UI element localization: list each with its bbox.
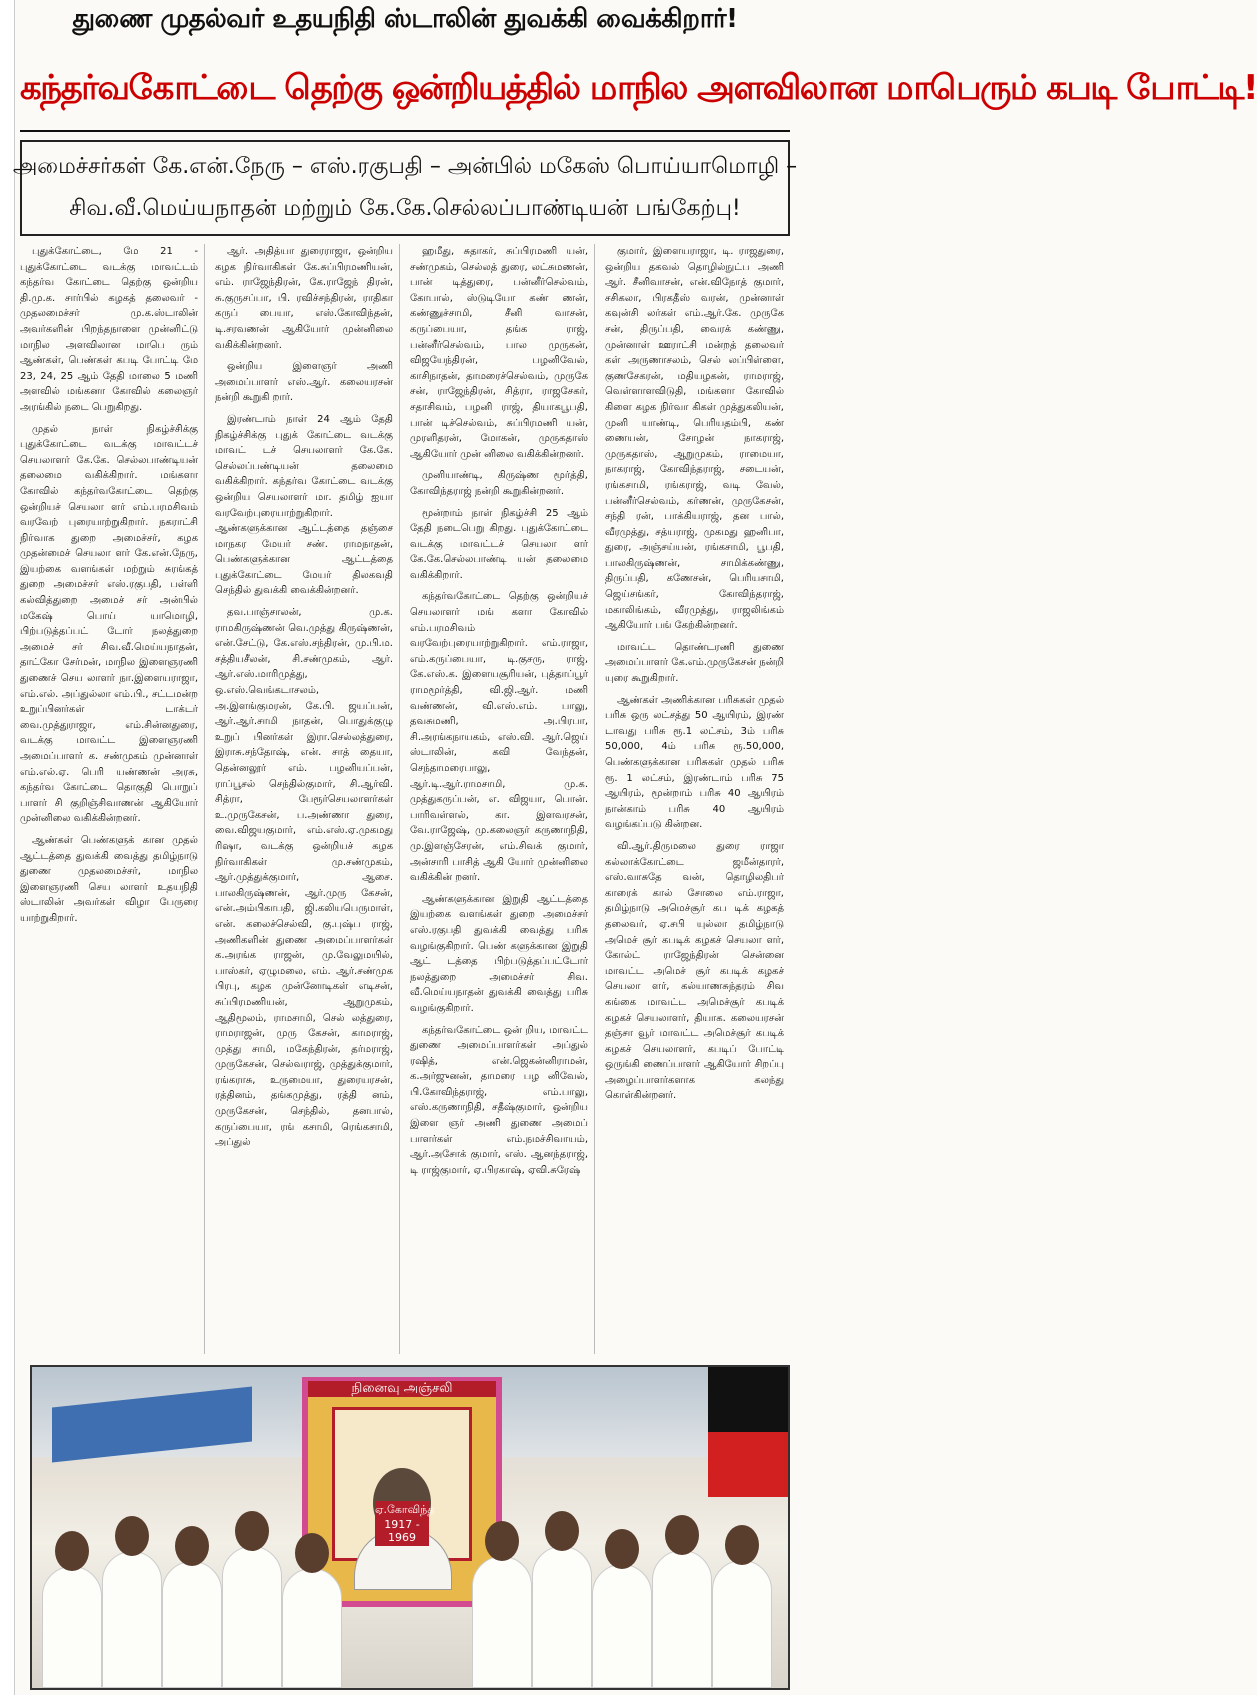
paragraph: ஆண்கள் அணிக்கான பரிசுகள் முதல் பரிசு ஒரு லட்சத்து 50 ஆயிரம், இரண் டாவது பரிசு ரூ.1 லட்சம், 3ம் பரிசு 50,000, 4ம் பரிசு ரூ.50,000, பெண்களுக்கான பரிசுகள் முதல் பரிசு ரூ. 1 லட்சம், இரண்டாம் பரிசு 75 ஆயிரம், மூன்றாம் பரிசு 40 ஆயிரம் நான்காம் பரிசு 40 ஆயிரம் வழங்கப்படு கின்றன. (605, 694, 784, 831)
person-figure (532, 1546, 592, 1688)
paragraph: கந்தர்வகோட்டை ஒன் றிய, மாவட்ட துணை அமைப்பாளர்கள் அப்துல் ரஷித், என்.ஜெகன்னிராமன், க.அர்ஜுனன், தாமரை பழ னிவேல், பி.கோவிந்தராஜ், எம்.பாலு, எஸ்.கருணாநிதி, சதீஷ்குமார், ஒன்றிய இளை ஞர் அணி துணை அமைப் பாளர்கள் எம்.நமச்சிவாயம், ஆர்.அசோக் குமார், எஸ். ஆனந்தராஜ், டி ராஜ்குமார், ஏ.பிரகாஷ், ஏவி.சுரேஷ் (410, 1024, 588, 1176)
deck-line-1: அமைச்சர்கள் கே.என்.நேரு – எஸ்.ரகுபதி – அன்பில் மகேஸ் பொய்யாமொழி – (12, 154, 798, 179)
person-figure (102, 1551, 162, 1688)
column-4 (605, 244, 790, 1354)
paragraph: ஆர். அதித்யா துரைராஜா, ஒன்றிய கழக நிர்வாகிகள் கே.சுப்பிரமணியன், எம். ராஜேந்திரன், கே.ராஜேந் திரன், சு.குருசப்பா, பி. ரவிச்சந்திரன், ராதிகா கருப் பையா, எஸ்.கோவிந்தன், டி.சரவணன் ஆகியோர் முன்னிலை வகிக்கின்றனர். (215, 246, 393, 351)
event-photo (30, 1365, 790, 1690)
paragraph: ஒன்றிய இளைஞர் அணி அமைப்பாளர் எஸ்.ஆர். கலையரசன் நன்றி கூறுகி றார். (215, 361, 393, 404)
deck-box (12, 140, 798, 236)
person-figure (712, 1560, 772, 1688)
paragraph: முனியாண்டி, கிருஷ்ண மூர்த்தி, கோவிந்தராஜ் நன்றி கூறுகின்றனர். (410, 470, 588, 497)
paragraph: ஆண்கள் பெண்களுக் கான முதல் ஆட்டத்தை துவக்கி வைத்து தமிழ்நாடு துணை முதலமைச்சர், மாநில இளைஞரணி செய லாளர் உதயநிதி ஸ்டாலின் அவர்கள் விழா பேருரை யாற்றுகிறார். (20, 834, 198, 924)
column-2 (215, 244, 400, 1354)
person-figure (592, 1564, 652, 1688)
paragraph: ஹமீது, சுதாகர், சுப்பிரமணி யன், சண்முகம், செல்லத் துரை, லட்சுமணன், பான் டித்துரை, பன்னீர்செல்வம், கோபால், ஸ்டுடியோ கண் ணன், கண்ணுச்சாமி, சீனி வாசன், கருப்பையா, தங்க ராஜ், பன்னீர்செல்வம், பால முருகன், விஜயேந்திரன், பழனிவேல், காசிநாதன், தாமரைச்செல்வம், முருகே சன், ராஜேந்திரன், சித்ரா, ராஜசேகர், சதாசிவம், பழனி ராஜ், தியாகபூபதி, பான் டிச்செல்வம், சுப்பிரமணி யன், முரளிதரன், மோகன், முருகதாஸ் ஆகியோர் முன் னிலை வகிக்கின்றனர். (410, 246, 588, 460)
paragraph: மூன்றாம் நாள் நிகழ்ச்சி 25 ஆம் தேதி நடைபெறு கிறது. புதுக்கோட்டை வடக்கு மாவட்டச் செயலா ளர் கே.கே.செல்லபாண்டி யன் தலைமை வகிக்கிறார். (410, 507, 588, 581)
portrait-years: 1917 - 1969 (384, 1518, 420, 1544)
paragraph: தவ.பாஞ்சாலன், மு.க. ராமகிருஷ்ணன் வெ.முத்து கிருஷ்ணன், என்.சேட்டு, கே.எஸ்.சந்திரன், மு.பி.ம. சத்தியசீலன், சி.சண்முகம், ஆர். ஆர்.எஸ்.மாரிமுத்து, ஒ.எஸ்.வெங்கடாசலம், அ.இளங்குமரன், கே.பி. ஜயப்பன், ஆர்.ஆர்.சாமி நாதன், பொதுக்குழு உறுப் பினர்கள் இரா.செல்லத்துரை, இராசு.சந்தோஷ், என். சாத் தையா, தென்னலூர் எம். பழனியப்பன், ராப்பூசல் செந்தில்குமார், சி.ஆர்வி. சித்ரா, பேரூர்செயலாளர்கள் உ.முருகேசன், ப.அண்ணா துரை, வை.விஜயகுமார், எம்.எஸ்.ஏ.முகமது ரிஷா, வடக்கு ஒன்றியச் கழக நிர்வாகிகள் மு.சண்முகம், ஆர்.முத்துக்குமார், ஆசை. பாலகிருஷ்ணன், ஆர்.முரு கேசன், என்.அம்பிகாபதி, ஜி.கலியபெருமாள், என். கலைச்செல்வி, கு.புஷ்ப ராஜ், அணிகளின் துணை அமைப்பாளர்கள் க.அரங்க ராஜன், மு.வேலுமயில், பாஸ்கர், ஏழுமலை, எம். ஆர்.சண்முக பிரபு, கழக முன்னோடிகள் எடிசன், சுப்பிரமணியன், ஆறுமுகம், ஆதிமூலம், ராமசாமி, செல் லத்துரை, ராமராஜன், முரு கேசன், காமராஜ், முத்து சாமி, மகேந்திரன், தர்மராஜ், முருகேசன், செல்வராஜ், முத்துக்குமார், ரங்கராசு, உருமையா, துரையரசன், ரத்தினம், தங்கமுத்து, ரத்தி னம், முருகேசன், செந்தில், தனபால், கருப்பையா, ரங் கசாமி, ரெங்கசாமி, அப்துல் (215, 607, 393, 1149)
paragraph: இரண்டாம் நாள் 24 ஆம் தேதி நிகழ்ச்சிக்கு புதுக் கோட்டை வடக்கு மாவட் டச் செயலாளர் கே.கே. செல்லப்பண்டியன் தலைமை வகிக்கிறார். கந்தர்வ கோட்டை வடக்கு ஒன்றிய செயலாளர் மா. தமிழ் ஐயா வரவேற்புரையாற்றுகிறார். ஆண்களுக்கான ஆட்டத்தை தஞ்சை மாநகர மேயர் சண். ராமநாதன், பெண்களுக்கான ஆட்டத்தை புதுக்கோட்டை மேயர் திலகவதி செந்தில் துவக்கி வைக்கின்றனர். (215, 413, 393, 597)
person-figure (472, 1556, 532, 1688)
person-figure (42, 1566, 102, 1688)
crowd-group (32, 1518, 788, 1688)
kicker-headline: துணை முதல்வர் உதயநிதி ஸ்டாலின் துவக்கி வைக்கிறார்! (72, 4, 738, 34)
column-3 (410, 244, 595, 1354)
adjacent-column-strip (0, 0, 15, 1695)
paragraph: புதுக்கோட்டை, மே 21 - புதுக்கோட்டை வடக்கு மாவட்டம் கந்தர்வ கோட்டை தெற்கு ஒன்றிய தி.மு.க. சார்பில் கழகத் தலைவர் - முதலமைச்சர் மு.க.ஸ்டாலின் அவர்களின் பிறந்தநாளை முன்னிட்டு மாநில அளவிலான மாபெ ரும் ஆண்கள், பெண்கள் கபடி போட்டி மே 23, 24, 25 ஆம் தேதி மாலை 5 மணி அளவில் மங்கனா கோவில் கலைஞர் அரங்கில் நடை பெறுகிறது. (20, 246, 198, 413)
paragraph: மாவட்ட தொண்டரணி துணை அமைப்பாளர் கே.எம்.முருகேசன் நன்றி யுரை கூறுகிறார். (605, 641, 784, 685)
party-flag (708, 1367, 788, 1497)
article-body (20, 244, 790, 1354)
paragraph: ஆண்களுக்கான இறுதி ஆட்டத்தை இயற்கை வளங்கள் துறை அமைச்சர் எஸ்.ரகுபதி துவக்கி வைத்து பரிசு வழங்குகிறார். பெண் களுக்கான இறுதி ஆட் டத்தை பிற்படுத்தப்பட்டோர் நலத்துறை அமைச்சர் சிவ. வீ.மெய்யநாதன் துவக்கி வைத்து பரிசு வழங்குகிறார். (410, 893, 588, 1014)
column-1 (20, 244, 205, 1354)
main-headline: கந்தர்வகோட்டை தெற்கு ஒன்றியத்தில் மாநில அளவிலான மாபெரும் கபடி போட்டி! (20, 68, 1257, 108)
portrait-name: ஏ.கோவிந்த (375, 1503, 435, 1516)
paragraph: குமார், இளையராஜா, டி. ராஜதுரை, ஒன்றிய தகவல் தொழில்நுட்ப அணி ஆர். சீனிவாசன், என்.விநோத் குமார், சசிகலா, பிரகதீஸ் வரன், முன்னாள் கவுன்சி லர்கள் எம்.ஆர்.கே. முருகே சன், திருப்பதி, வைரக் கண்ணு, முன்னாள் ஊராட்சி மன்றத் தலைவர் கள் அருணாசலம், செல் லப்பிள்ளை, குணசேகரன், மதியழகன், ராமராஜ், வெள்ளாளவிடுதி, மங்களா கோவில் கிளை கழக நிர்வா கிகள் முத்துகலியன், முனி யாண்டி, பெரியதம்பி, கண் ணையன், சோழன் நாகராஜ், முருகதாஸ், ஆறுமுகம், ராமையா, நாகராஜ், கோவிந்தராஜ், சடையன், ரங்கசாமி, ரங்கராஜ், வடி வேல், பன்னீர்செல்வம், கர்ணன், முருகேசன், சந்தி ரன், பாக்கியராஜ், தன பால், வீரமுத்து, சத்யராஜ், முகமது ஹனிபா, துரை, அஞ்சய்யன், ரங்கசாமி, பூபதி, பாலகிருஷ்ணன், சாமிக்கண்ணு, திருப்பதி, கணேசன், பெரியசாமி, ஜெய்சங்கர், கோவிந்தராஜ், மகாலிங்கம், வீரமுத்து, ராஜலிங்கம் ஆகியோர் பங் கேற்கின்றனர். (605, 246, 784, 632)
person-figure (162, 1561, 222, 1688)
paragraph: கந்தர்வகோட்டை தெற்கு ஒன்றியச் செயலாளர் மங் களா கோவில் எம்.பரமசிவம் வரவேற்புரையாற்றுகிறார். எம்.ராஜா, எம்.கருப்பையா, டி.குசரு, ராஜ், கே.எஸ்.க. இளையசூரியன், புத்தாப்பூர் ராமமூர்த்தி, வி.ஜி.ஆர். மணி வண்ணன், வி.எஸ்.எம். பாலு, தவசுமணி, அ.பிரபா, சி.அரங்கநாயகம், எஸ்.வி. ஆர்.ஜெய் ஸ்டாலின், கவி வேந்தன், செந்தாமரைபாலு, ஆர்.டி.ஆர்.ராமசாமி, மு.க. முத்துகருப்பன், எ. விஜயா, பொன். பாரிவள்ளல், கா. இளவரசன், வே.ராஜேஷ், மு.கலைஞர் கருணாநிதி, மு.இளஞ்சேரன், எம்.சிவக் குமார், அன்சாரி பாசித் ஆகி யோர் முன்னிலை வகிக்கின் றனர். (410, 591, 588, 884)
person-figure (222, 1546, 282, 1688)
person-figure (652, 1550, 712, 1688)
paragraph: முதல் நாள் நிகழ்ச்சிக்கு புதுக்கோட்டை வடக்கு மாவட்டச் செயலாளர் கே.கே. செல்லபாண்டியன் தலைமை வகிக்கிறார். மங்களா கோவில் கந்தர்வகோட்டை தெற்கு ஒன்றியச் செயலா ளர் எம்.பரமசிவம் வரவேற் புரையாற்றுகிறார். நகராட்சி நிர்வாக துறை அமைச்சர், கழக முதன்மைச் செயலா ளர் கே.என்.நேரு, இயற்கை வளங்கள் மற்றும் சுரங்கத் துறை அமைச்சர் எஸ்.ரகுபதி, பள்ளி கல்வித்துறை அமைச் சர் அன்பில் மகேஷ் பொய் யாமொழி, பிற்படுத்தப்பட் டோர் நலத்துறை அமைச் சர் சிவ.வீ.மெய்யநாதன், தாட்கோ சேர்மன், மாநில இளைஞரணி துணைச் செய லாளர் நா.இளையராஜா, எம்.எல். அப்துல்லா எம்.பி., சட்டமன்ற உறுப்பினர்கள் டாக்டர் வை.முத்துராஜா, எம்.சின்னதுரை, வடக்கு மாவட்ட இளைஞரணி அமைப்பாளர் க. சண்முகம் முன்னாள் எம்.எல்.ஏ. பெரி யண்ணன் அரசு, கந்தர்வ கோட்டை தொகுதி பொறுப் பாளர் சி குறிஞ்சிவாணன் ஆகியோர் முன்னிலை வகிக்கின்றனர். (20, 423, 198, 825)
paragraph: வி.ஆர்.திருமலை துரை ராஜா கல்லாக்கோட்டை ஜமீன்தாரர், எஸ்.வாசுதே வன், தொழிலதிபர் காரைக் கால் சோலை எம்.ராஜா, தமிழ்நாடு அமெச்சூர் கப டிக் கழகத் தலைவர், ஏ.சபி யுல்லா தமிழ்நாடு அமெச் சூர் கபடிக் கழகச் செயலா ளர், கோல்ட் ராஜேந்திரன் சென்னை மாவட்ட அமெச் சூர் கபடிக் கழகச் செயலா ளர், கல்யாணசுந்தரம் சிவ கங்கை மாவட்ட அமெச்சூர் கபடிக் கழகச் செயலாளர், தியாக. கலையரசன் தஞ்சா வூர் மாவட்ட அமெச்சூர் கபடிக் கழகச் செயலாளர், கபடிப் போட்டி ஒருங்கி ணைப்பாளர் ஆகியோர் சிறப்பு அழைப்பாளர்களாக கலந்து கொள்கின்றனர். (605, 840, 784, 1102)
deck-line-2: சிவ.வீ.மெய்யநாதன் மற்றும் கே.கே.செல்லப்பாண்டியன் பங்கேற்பு! (69, 196, 741, 221)
headline-rule (20, 130, 790, 132)
memorial-banner: நினைவு அஞ்சலி (308, 1381, 496, 1397)
person-figure (282, 1568, 342, 1688)
